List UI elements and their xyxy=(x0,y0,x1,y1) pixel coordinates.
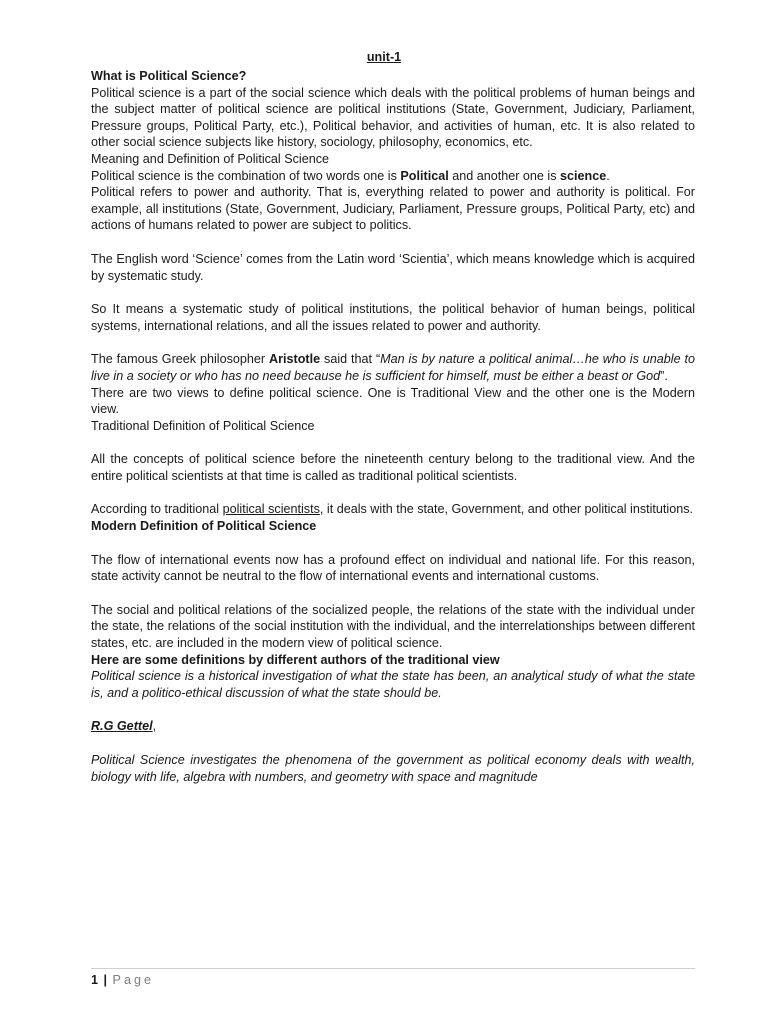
aristotle-quote: Man is by nature a political animal…he who is unable to live in a society or who has no need because he is sufficient for himself, must be either a beast or God xyxy=(91,352,695,383)
author-name: R.G Gettel xyxy=(91,719,153,734)
document-body xyxy=(91,68,695,785)
political-scientists-link[interactable]: political scientists xyxy=(222,502,320,517)
footer-separator: | xyxy=(103,973,108,987)
text-segment: . xyxy=(606,168,610,183)
page-number: 1 xyxy=(91,973,99,987)
paragraph-international-events: The flow of international events now has a profound effect on individual and national life. For this reason, state activity cannot be neutral to the flow of international events and international customs. xyxy=(91,552,695,584)
text-segment: According to traditional xyxy=(91,502,223,517)
heading-meaning-definition: Meaning and Definition of Political Science xyxy=(91,151,330,166)
text-segment: The famous Greek philosopher xyxy=(91,352,270,367)
paragraph-aristotle xyxy=(91,351,695,384)
document-title: unit-1 xyxy=(366,50,402,64)
text-segment: Political science is the combination of two words one is xyxy=(91,168,401,183)
paragraph-power-authority: Political refers to power and authority. That is, everything related to power and authority is political. For example, all institutions (State, Government, Judiciary, Parliament, Pressure groups, Political Party, etc) and actions of humans related to power are subject to politics. xyxy=(91,185,695,233)
heading-traditional-definition: Traditional Definition of Political Science xyxy=(91,418,315,433)
author-punct: , xyxy=(152,719,157,734)
page-label: Page xyxy=(112,973,154,987)
page-footer xyxy=(91,972,154,989)
paragraph-scientia: The English word ‘Science’ comes from the Latin word ‘Scientia’, which means knowledge which is acquired by systematic study. xyxy=(91,251,695,283)
text-segment: said that “ xyxy=(320,352,381,367)
term-science: science xyxy=(560,168,607,183)
paragraph-traditional-scientists xyxy=(91,501,695,518)
text-segment: ”. xyxy=(660,368,668,383)
paragraph-government-phenomena: Political Science investigates the phenomena of the government as political economy deals with wealth, biology with life, algebra with numbers, and geometry with space and magnitude xyxy=(91,753,695,784)
footer-divider xyxy=(91,968,695,969)
paragraph-traditional-concepts: All the concepts of political science before the nineteenth century belong to the traditional view. And the entire political scientists at that time is called as traditional political scientists. xyxy=(91,452,695,483)
author-line xyxy=(91,718,695,735)
paragraph-systematic-study: So It means a systematic study of political institutions, the political behavior of human beings, political systems, international relations, and all the issues related to power and authority. xyxy=(91,302,695,333)
paragraph-historical-investigation: Political science is a historical investigation of what the state has been, an analytical study of what the state is, and a politico-ethical discussion of what the state should be. xyxy=(91,669,695,700)
term-political: Political xyxy=(400,168,449,183)
paragraph-combination xyxy=(91,168,695,185)
text-segment: , it deals with the state, Government, and other political institutions. xyxy=(319,502,694,517)
heading-what-is-political-science: What is Political Science? xyxy=(91,69,247,83)
paragraph-social-political-relations: The social and political relations of the socialized people, the relations of the state with the individual under the state, the relations of the social institution with the individual, and the interrelationships between different states, etc. are included in the modern view of political science. xyxy=(91,602,695,651)
paragraph-two-views: There are two views to define political science. One is Traditional View and the other one is the Modern view. xyxy=(91,385,695,417)
text-segment: and another one is xyxy=(448,168,561,183)
heading-modern-definition: Modern Definition of Political Science xyxy=(91,519,317,534)
name-aristotle: Aristotle xyxy=(269,352,321,367)
heading-author-definitions: Here are some definitions by different authors of the traditional view xyxy=(91,652,500,667)
paragraph-intro: Political science is a part of the social science which deals with the political problems of human beings and the subject matter of political science are political institutions (State, Government, Judiciary, Parliament, Pressure groups, Political Party, etc.), Political behavior, and activities of human, etc. It is also related to other social science subjects like history, sociology, philosophy, economics, etc. xyxy=(91,85,695,150)
